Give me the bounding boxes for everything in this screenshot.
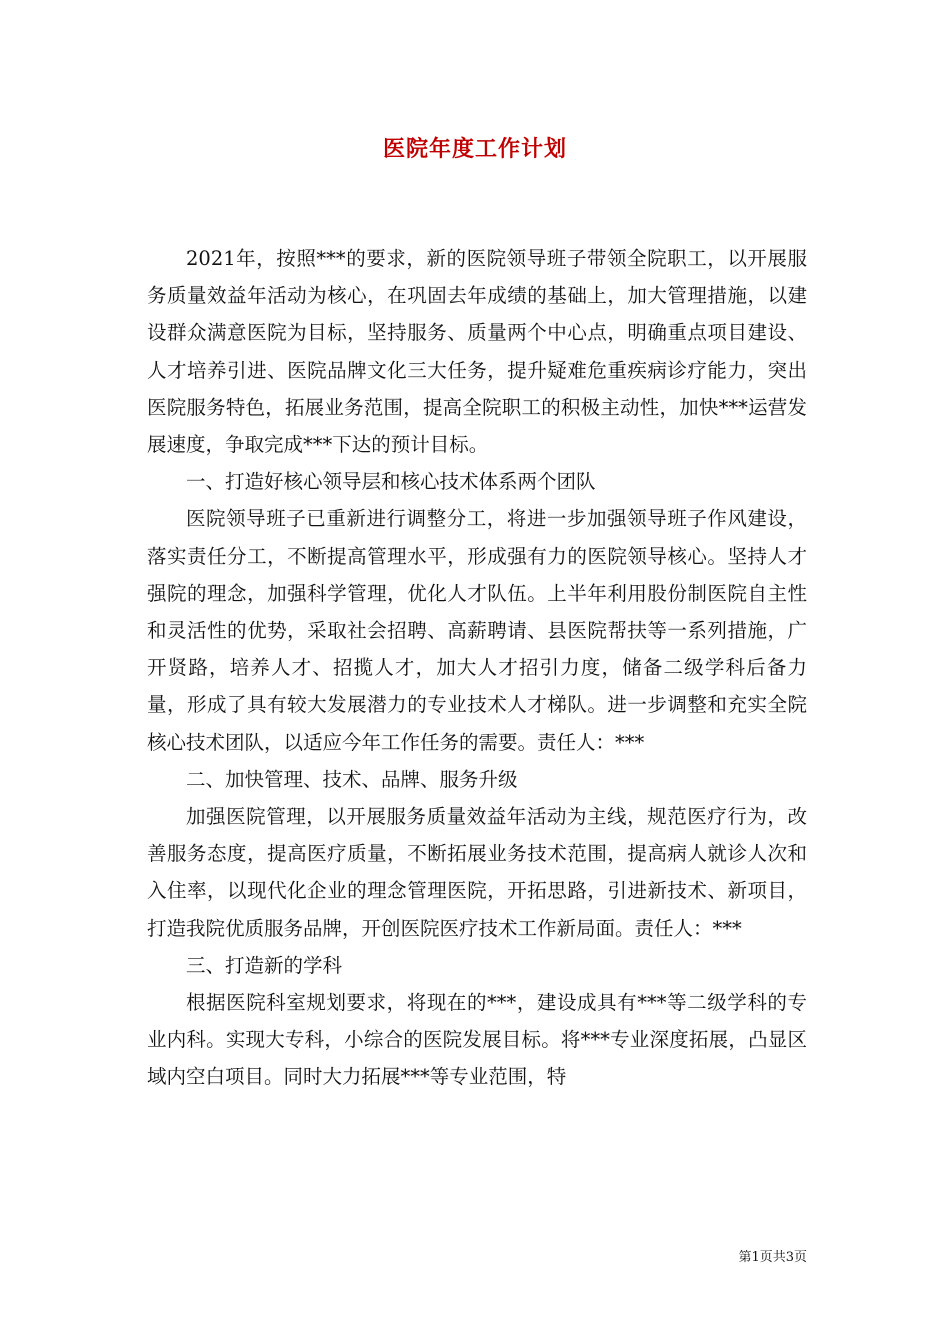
section-3-paragraph: 根据医院科室规划要求，将现在的***，建设成具有***等二级学科的专业内科。实现大专科，小综合的医院发展目标。将***专业深度拓展，凸显区域内空白项目。同时大力拓展***等专业范围，特 [147, 991, 807, 1089]
section-3-heading: 三、打造新的学科 [186, 953, 343, 977]
section-2-paragraph: 加强医院管理，以开展服务质量效益年活动为主线，规范医疗行为，改善服务态度，提高医疗质量，不断拓展业务技术范围，提高病人就诊人次和入住率，以现代化企业的理念管理医院，开拓思路，引进新技术、新项目，打造我院优质服务品牌，开创医院医疗技术工作新局面。责任人：*** [147, 805, 807, 940]
intro-paragraph: 2021年，按照***的要求，新的医院领导班子带领全院职工，以开展服务质量效益年活动为核心，在巩固去年成绩的基础上，加大管理措施，以建设群众满意医院为目标，坚持服务、质量两个中心点，明确重点项目建设、人才培养引进、医院品牌文化三大任务，提升疑难危重疾病诊疗能力，突出医院服务特色，拓展业务范围，提高全院职工的积极主动性，加快***运营发展速度，争取完成***下达的预计目标。 [147, 247, 807, 457]
section-2-heading: 二、加快管理、技术、品牌、服务升级 [186, 767, 518, 791]
document-title: 医院年度工作计划 [382, 136, 567, 162]
page-number-footer: 第1页共3页 [738, 1250, 807, 1265]
document-body [147, 240, 807, 1096]
section-1-paragraph: 医院领导班子已重新进行调整分工，将进一步加强领导班子作风建设，落实责任分工，不断提高管理水平，形成强有力的医院领导核心。坚持人才强院的理念，加强科学管理，优化人才队伍。上半年利用股份制医院自主性和灵活性的优势，采取社会招聘、高薪聘请、县医院帮扶等一系列措施，广开贤路，培养人才、招揽人才，加大人才招引力度，储备二级学科后备力量，形成了具有较大发展潜力的专业技术人才梯队。进一步调整和充实全院核心技术团队，以适应今年工作任务的需要。责任人：*** [147, 507, 807, 754]
section-1-heading: 一、打造好核心领导层和核心技术体系两个团队 [186, 470, 596, 494]
